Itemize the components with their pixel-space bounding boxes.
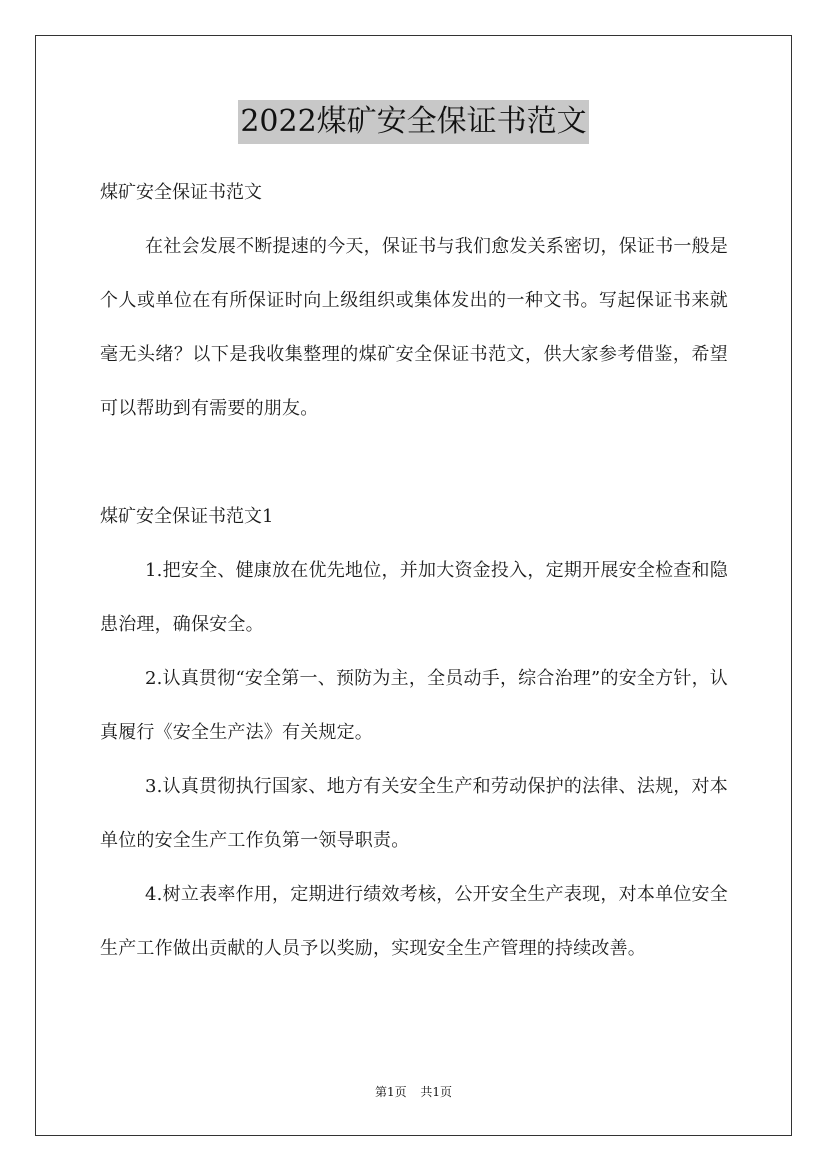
document-body: [100, 166, 728, 976]
title-container: [0, 100, 827, 144]
section-spacer: [100, 436, 728, 490]
list-item: 1.把安全、健康放在优先地位，并加大资金投入，定期开展安全检查和隐患治理，确保安全。: [100, 560, 728, 635]
section-heading: 煤矿安全保证书范文1: [100, 506, 274, 527]
intro-paragraph: 在社会发展不断提速的今天，保证书与我们愈发关系密切，保证书一般是个人或单位在有所保证时向上级组织或集体发出的一种文书。写起保证书来就毫无头绪？以下是我收集整理的煤矿安全保证书范文，供大家参考借鉴，希望可以帮助到有需要的朋友。: [100, 236, 728, 419]
list-item: 4.树立表率作用，定期进行绩效考核，公开安全生产表现，对本单位安全生产工作做出贡献的人员予以奖励，实现安全生产管理的持续改善。: [100, 884, 728, 959]
page-number: 第1页: [374, 1085, 407, 1099]
page-footer: [0, 1083, 827, 1101]
list-item: 3.认真贯彻执行国家、地方有关安全生产和劳动保护的法律、法规，对本单位的安全生产工作负第一领导职责。: [100, 776, 728, 851]
list-item: 2.认真贯彻“安全第一、预防为主，全员动手，综合治理”的安全方针，认真履行《安全生产法》有关规定。: [100, 668, 728, 743]
document-title: 2022煤矿安全保证书范文: [238, 100, 588, 144]
intro-heading: 煤矿安全保证书范文: [100, 182, 262, 203]
page-total: 共1页: [420, 1085, 453, 1099]
